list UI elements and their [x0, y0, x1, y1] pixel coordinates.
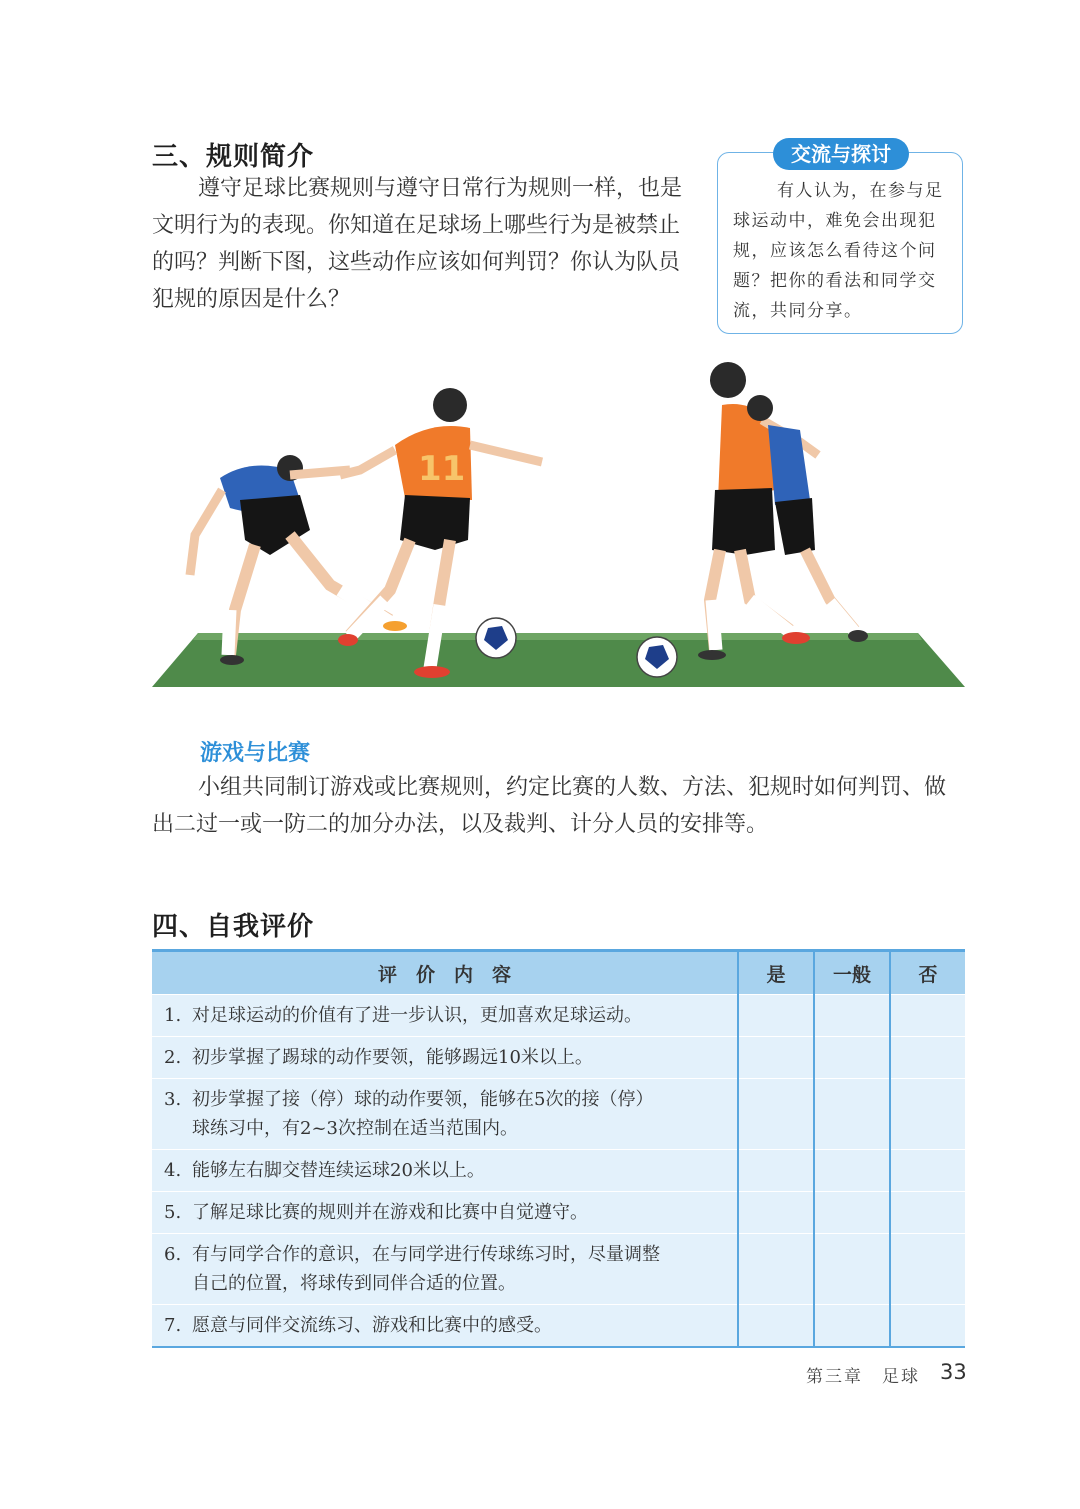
header-content: 评 价 内 容	[152, 951, 738, 995]
game-paragraph: 小组共同制订游戏或比赛规则，约定比赛的人数、方法、犯规时如何判罚、做出二过一或一防二的加分办法，以及裁判、计分人员的安排等。	[152, 775, 947, 837]
table-row	[152, 1192, 965, 1234]
header-no: 否	[890, 951, 965, 995]
soccer-ball-right	[637, 637, 677, 677]
check-average[interactable]	[814, 1305, 890, 1348]
section4-title: 四、自我评价	[152, 912, 315, 942]
section3-title: 三、规则简介	[152, 142, 315, 172]
row-text: 7. 愿意与同伴交流练习、游戏和比赛中的感受。	[152, 1305, 738, 1348]
header-yes: 是	[738, 951, 814, 995]
table-row	[152, 995, 965, 1037]
check-average[interactable]	[814, 1037, 890, 1079]
page-number: 33	[940, 1360, 967, 1384]
check-no[interactable]	[890, 1192, 965, 1234]
check-no[interactable]	[890, 1150, 965, 1192]
table-row	[152, 1305, 965, 1348]
check-average[interactable]	[814, 1079, 890, 1150]
header-average: 一般	[814, 951, 890, 995]
check-yes[interactable]	[738, 1234, 814, 1305]
row-text: 4. 能够左右脚交替连续运球20米以上。	[152, 1150, 738, 1192]
check-yes[interactable]	[738, 1150, 814, 1192]
row-text: 2. 初步掌握了踢球的动作要领，能够踢远10米以上。	[152, 1037, 738, 1079]
check-yes[interactable]	[738, 995, 814, 1037]
table-row	[152, 1079, 965, 1150]
table-header-row	[152, 951, 965, 995]
table-row	[152, 1234, 965, 1305]
soccer-ball-left	[476, 618, 516, 658]
check-no[interactable]	[890, 1234, 965, 1305]
check-no[interactable]	[890, 995, 965, 1037]
row-text: 3. 初步掌握了接（停）球的动作要领，能够在5次的接（停） 球练习中，有2~3次控制在适当范围内。	[152, 1079, 738, 1150]
check-yes[interactable]	[738, 1079, 814, 1150]
check-average[interactable]	[814, 1234, 890, 1305]
discussion-text: 有人认为，在参与足球运动中，难免会出现犯规，应该怎么看待这个问题？把你的看法和同学交流，共同分享。	[733, 181, 944, 321]
check-average[interactable]	[814, 1192, 890, 1234]
discussion-tag: 交流与探讨	[773, 138, 909, 170]
check-no[interactable]	[890, 1037, 965, 1079]
check-yes[interactable]	[738, 1192, 814, 1234]
check-no[interactable]	[890, 1079, 965, 1150]
row-text: 5. 了解足球比赛的规则并在游戏和比赛中自觉遵守。	[152, 1192, 738, 1234]
check-yes[interactable]	[738, 1037, 814, 1079]
grass-field	[152, 633, 965, 687]
section3-paragraph: 遵守足球比赛规则与遵守日常行为规则一样，也是文明行为的表现。你知道在足球场上哪些行为是被禁止的吗？判断下图，这些动作应该如何判罚？你认为队员犯规的原因是什么？	[152, 176, 683, 312]
game-title: 游戏与比赛	[200, 741, 311, 766]
table-row	[152, 1037, 965, 1079]
self-evaluation-table	[152, 949, 965, 1348]
check-yes[interactable]	[738, 1305, 814, 1348]
row-text: 1. 对足球运动的价值有了进一步认识，更加喜欢足球运动。	[152, 995, 738, 1037]
check-average[interactable]	[814, 995, 890, 1037]
svg-text:11: 11	[418, 449, 466, 489]
row-text: 6. 有与同学合作的意识，在与同学进行传球练习时，尽量调整 自己的位置，将球传到同伴合适的位置。	[152, 1234, 738, 1305]
footer-chapter: 第三章 足球	[806, 1367, 920, 1387]
check-no[interactable]	[890, 1305, 965, 1348]
check-average[interactable]	[814, 1150, 890, 1192]
table-row	[152, 1150, 965, 1192]
soccer-players-photo	[150, 350, 970, 695]
